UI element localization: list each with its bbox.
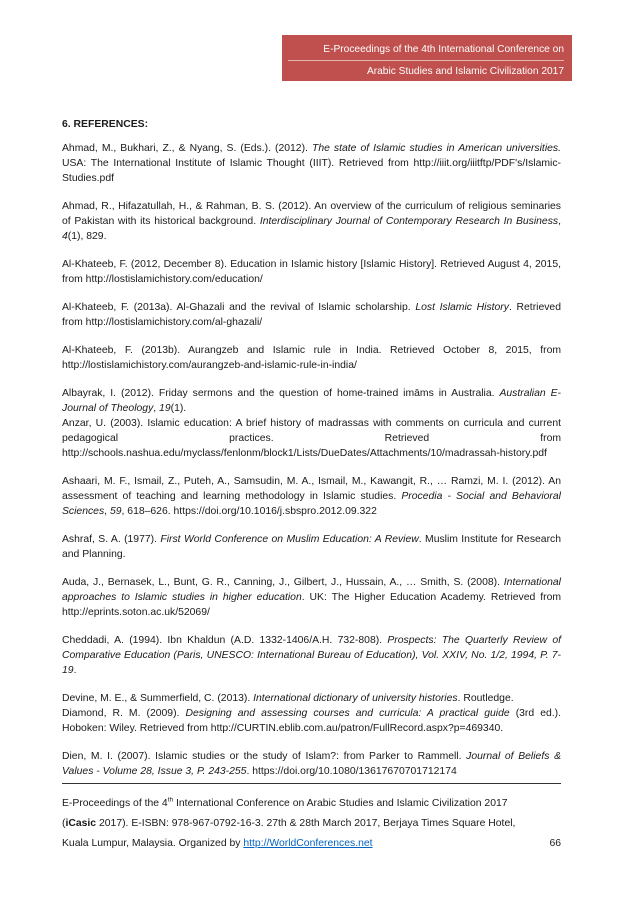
header-line-1: E-Proceedings of the 4th International Conference on — [288, 43, 564, 61]
organizer-link[interactable]: http://WorldConferences.net — [243, 838, 373, 849]
conference-header-banner — [282, 35, 572, 81]
header-line-2: Arabic Studies and Islamic Civilization 2017 — [366, 66, 564, 77]
reference-entry: Ashaari, M. F., Ismail, Z., Puteh, A., Samsudin, M. A., Ismail, M., Kawangit, R., … Ramzi, M. I. (2012). An assessment of teaching and learning methodology in Islamic studies. Procedia - Social and Behavioral Sciences, 59, 618–626. https://doi.org/10.1016/j.sbspro.2012.09.322 — [62, 476, 561, 517]
footer-line-2: (iCasic 2017). E-ISBN: 978-967-0792-16-3. 27th & 28th March 2017, Berjaya Times Square Hotel, — [62, 818, 516, 829]
page-number: 66 — [549, 838, 561, 849]
reference-entry: Al-Khateeb, F. (2013b). Aurangzeb and Islamic rule in India. Retrieved October 8, 2015, from http://lostislamichistory.com/aurangzeb-and-islamic-rule-in-india/ — [62, 345, 561, 371]
reference-entry: Ashraf, S. A. (1977). First World Conference on Muslim Education: A Review. Muslim Institute for Research and Planning. — [62, 534, 562, 560]
reference-entry: Ahmad, R., Hifazatullah, H., & Rahman, B. S. (2012). An overview of the curriculum of religious seminaries of Pakistan with its historical background. Interdisciplinary Journal of Contemporary Research In Business, 4(1), 829. — [62, 201, 561, 242]
reference-entry: Albayrak, I. (2012). Friday sermons and the question of home-trained imāms in Australia. Australian E-Journal of Theology, 19(1). — [62, 388, 561, 414]
reference-entry: Ahmad, M., Bukhari, Z., & Nyang, S. (Eds.). (2012). The state of Islamic studies in American universities. USA: The International Institute of Islamic Thought (IIIT). Retrieved from http://iiit.org/iiitftp/PDF's/Islamic-Studies.pdf — [62, 143, 561, 184]
section-heading: 6. REFERENCES: — [62, 119, 149, 130]
reference-entry: Al-Khateeb, F. (2013a). Al-Ghazali and the revival of Islamic scholarship. Lost Islamic History. Retrieved from http://lostislamichistory.com/al-ghazali/ — [62, 302, 561, 328]
reference-entry: Cheddadi, A. (1994). Ibn Khaldun (A.D. 1332-1406/A.H. 732-808). Prospects: The Quarterly Review of Comparative Education (Paris, UNESCO: International Bureau of Education), Vol. XXIV, No. 1/2, 1994, P. 7-19. — [62, 635, 561, 676]
references-section — [62, 117, 561, 792]
page-footer — [62, 783, 561, 854]
reference-entry: Devine, M. E., & Summerfield, C. (2013). International dictionary of university histories. Routledge. — [62, 693, 514, 704]
footer-line-3: Kuala Lumpur, Malaysia. Organized by http://WorldConferences.net — [62, 838, 373, 849]
reference-entry: Anzar, U. (2003). Islamic education: A brief history of madrassas with comments on curricula and current pedagogical practices. Retrieved from http://schools.nashua.edu/myclass/fenlonm/block1/Lists/DueDates/Attachments/10/madrassah-history.pdf — [62, 418, 561, 459]
reference-entry: Auda, J., Bernasek, L., Bunt, G. R., Canning, J., Gilbert, J., Hussain, A., … Smith, S. (2008). International approaches to Islamic studies in higher education. UK: The Higher Education Academy. Retrieved from http://eprints.soton.ac.uk/52069/ — [62, 577, 562, 618]
reference-entry: Diamond, R. M. (2009). Designing and assessing courses and curricula: A practical guide (3rd ed.). Hoboken: Wiley. Retrieved from http://CURTIN.eblib.com.au/patron/FullRecord.aspx?p=469340. — [62, 708, 561, 734]
footer-line-1: E-Proceedings of the 4th International Conference on Arabic Studies and Islamic Civilization 2017 — [62, 796, 508, 809]
reference-entry: Dien, M. I. (2007). Islamic studies or the study of Islam?: from Parker to Rammell. Journal of Beliefs & Values - Volume 28, Issue 3, P. 243-255. https://doi.org/10.1080/13617670701712174 — [62, 751, 561, 777]
reference-entry: Al-Khateeb, F. (2012, December 8). Education in Islamic history [Islamic History]. Retrieved August 4, 2015, from http://lostislamichistory.com/education/ — [62, 259, 561, 285]
